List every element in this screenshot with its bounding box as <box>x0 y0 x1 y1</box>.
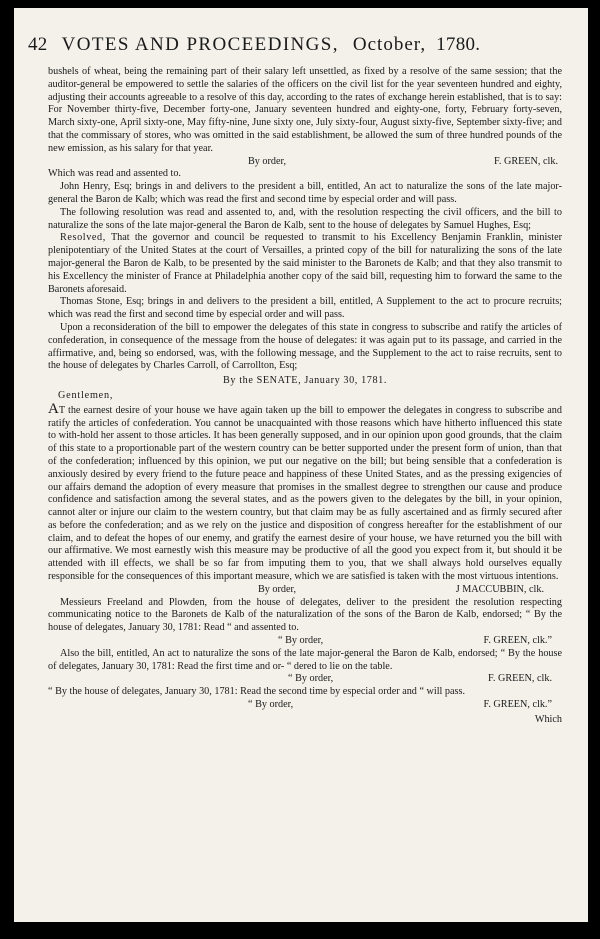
signature-block <box>48 156 562 169</box>
by-order-label: By order, <box>258 583 297 595</box>
senate-heading: By the SENATE, January 30, 1781. <box>222 375 388 387</box>
senate-message-text: T the earnest desire of your house we have again taken up the bill to empower the delegates in congress to subscribe and ratify the articles of confederation. You cannot be unacquainted with those reasons which have hitherto influenced this state to with-hold her assent to those articles. It has been generally supposed, and in our opinion upon good grounds, that the claim of this state to a proportionable part of the western country can be better supported under the present form of union, than that of the confederation; influenced by this opinion, we put our negative on the bill; but being sensible that a confederation is anxiously desired by every friend to the future peace and happiness of these United States, and as the pressing exigencies of our affairs demand the adoption of every measure that promises in the smallest degree to strengthen our cause and produce confidence and satisfaction among the several states, and as the powers given to the delegates by the bill, in your opinion, cannot alter or injure our claim to the western country, but that claim may be as fully ascertained and as firmly secured after as before the confederation; and as we rely on the justice and disposition of congress hereafter for the establishment of our claim, and to defeat the hopes of our enemy, and gratify the earnest desire of your house, we have returned you the bill with our affirmative. We most earnestly wish this measure may be productive of all the good you expect from it, but should it be attended with ill effects, we shall be so far from imputing them to you, that we shall always hold ourselves equally responsible for the consequences of this important measure, which we are satisfied is taken with the most virtuous intentions. <box>48 404 562 583</box>
header-year: 1780. <box>436 34 481 55</box>
paragraph-senate-message <box>48 400 562 584</box>
paragraph-naturalize-bill: Also the bill, entitled, An act to naturalize the sons of the late major-general the Baron de Kalb, endorsed; “ By the house of delegates, January 30, 1781: Read the first time and or- “ dered to lie on the table. <box>48 647 562 672</box>
paragraph-resolved <box>48 232 562 296</box>
paragraph-following-resolution: The following resolution was read and assented to, and, with the resolution respecting the civil officers, and the bill to naturalize the sons of the late major-general the Baron de Kalb, sent to the house of delegates by Samuel Hughes, Esq; <box>48 206 562 231</box>
clerk-signature: J MACCUBBIN, clk. <box>455 583 544 595</box>
running-title: VOTES AND PROCEEDINGS, <box>61 34 339 55</box>
clerk-signature: F. GREEN, clk. <box>488 673 552 685</box>
paragraph-freeland-plowden: Messieurs Freeland and Plowden, from the house of delegates, deliver to the president the resolution respecting communicating notice to the Baronets de Kalb of the naturalization of the sons of the Baron de Kalb, endorsed; “ By the house of delegates, January 30, 1781: Read “ and assented to. <box>48 596 562 634</box>
by-order-label: By order, <box>248 155 287 167</box>
paragraph-thomas-stone: Thomas Stone, Esq; brings in and delivers to the president a bill, entitled, A Supplement to the act to procure recruits; which was read the first and second time by especial order and will pass. <box>48 296 562 321</box>
signature-block <box>48 635 562 648</box>
signature-block <box>48 584 562 597</box>
page-body <box>48 66 562 727</box>
resolved-text: That the governor and council be requested to transmit to his Excellency Benjamin Franklin, minister plenipotentiary of the United States at the court of Versailles, a printed copy of the bill for naturalizing the sons of the late major-general the Baron de Kalb, to be presented by the said minister to the Baronets de Kalb; and that they also transmit to his Excellency the minister of France at Philadelphia another copy of the said bill, requesting him to forward the same to the Baronets aforesaid. <box>48 232 562 295</box>
paragraph-reconsideration: Upon a reconsideration of the bill to empower the delegates of this state in congress to subscribe and ratify the articles of confederation, in consequence of the message from the house of delegates: it was again put to its passage, and carried in the affirmative, and, being so endorsed, was, with the following message, and the Supplement to the act to raise recruits, sent to the house of delegates by Charles Carroll, of Carrollton, Esq; <box>48 321 562 372</box>
by-order-label: “ By order, <box>288 673 334 685</box>
paragraph-assented: Which was read and assented to. <box>48 168 181 180</box>
signature-block <box>48 699 562 712</box>
drop-cap: A <box>48 400 59 417</box>
by-order-label: “ By order, <box>278 635 324 647</box>
signature-block <box>48 673 562 686</box>
document-page <box>14 8 588 922</box>
by-order-label: “ By order, <box>248 699 294 711</box>
paragraph-salary-resolve: bushels of wheat, being the remaining part of their salary left unsettled, as fixed by a resolve of the same session; that the auditor-general be empowered to settle the salaries of the officers on the civil list for the year seventeen hundred and eighty, adjusting their accounts agreeable to a resolve of this day, according to the rates of exchange herein established, that is to say: For November thirty-five, December forty-one, January seventeen hundred and eighty-one, forty, February forty-seven, March sixty-one, April sixty-one, May fifty-nine, June sixty one, July sixty-four, August sixty-five, September sixty-five; and that the commissary of stores, who was omitted in the said establishment, be allowed the sum of three hundred pounds of the new emission, as his salary for that year. <box>48 66 562 154</box>
clerk-signature: F. GREEN, clk. <box>494 155 558 167</box>
resolved-lead: Resolved, <box>60 232 106 244</box>
paragraph-second-reading: “ By the house of delegates, January 30, 1781: Read the second time by especial order and “ will pass. <box>48 686 466 698</box>
catchword: Which <box>534 713 562 725</box>
header-month: October, <box>352 34 427 55</box>
clerk-signature: F. GREEN, clk.” <box>483 699 552 711</box>
page-header <box>28 34 568 56</box>
salutation: Gentlemen, <box>58 389 114 401</box>
paragraph-john-henry: John Henry, Esq; brings in and delivers to the president a bill, entitled, An act to naturalize the sons of the late major-general the Baron de Kalb; which was read the first and second time by especial order and will pass. <box>48 181 562 205</box>
page-number: 42 <box>28 34 48 55</box>
clerk-signature: F. GREEN, clk.” <box>483 635 552 647</box>
